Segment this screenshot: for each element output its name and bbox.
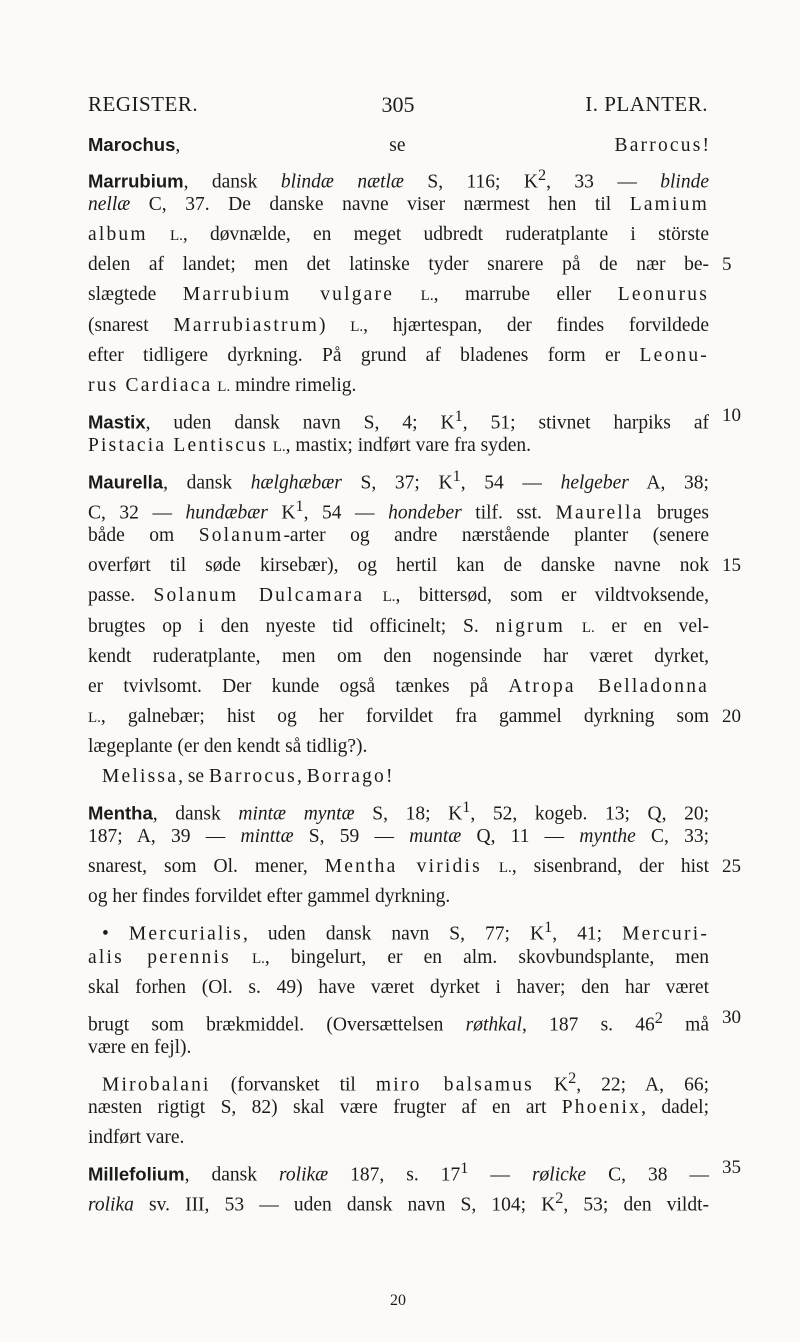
text-line-3 <box>88 190 709 220</box>
latin-name: nigrum <box>495 615 566 637</box>
text-run: sv. III, 53 — uden dansk navn S, 104; K <box>133 1194 556 1216</box>
danish-form: hondeber <box>388 502 462 524</box>
text-run: S, 116; K <box>403 171 538 193</box>
signature-mark: 20 <box>390 1292 406 1309</box>
text-run: passe. <box>88 585 154 607</box>
latin-name: Barrocus <box>208 765 297 787</box>
author-abbrev: L. <box>272 438 286 455</box>
text-run: C, 33; <box>635 826 709 848</box>
author-abbrev: L. <box>350 318 364 335</box>
text-run: , uden dansk navn S, 77; K <box>242 923 545 945</box>
author-abbrev: L. <box>581 619 595 636</box>
latin-name: Mercuri- <box>622 923 710 945</box>
text-run: ! <box>386 765 393 787</box>
superscript: 1 <box>544 918 553 937</box>
text-line-21 <box>88 732 709 762</box>
text-line-31 <box>88 1033 709 1063</box>
bullet-icon: • <box>102 923 109 945</box>
text-run <box>364 585 382 606</box>
latin-name: Borrago <box>306 765 386 787</box>
text-line-15 <box>88 551 741 581</box>
text-line-35 <box>88 1153 741 1186</box>
text-run: , mastix; indført vare fra syden. <box>285 434 531 456</box>
text-run: A, 38; <box>628 472 709 494</box>
text-run: K <box>267 502 296 524</box>
text-run: , 22; A, 66; <box>576 1074 709 1096</box>
latin-name: Maurella <box>555 502 644 524</box>
text-run: brugtes op i den nyeste tid officinelt; S. <box>88 615 496 637</box>
text-run: er en vel- <box>594 615 710 637</box>
line-number: 35 <box>722 1157 741 1179</box>
danish-form: rølicke <box>531 1164 587 1186</box>
text-run: efter tidligere dyrkning. På grund af bladenes form er <box>88 344 640 366</box>
headword-mentha: Mentha <box>88 802 153 824</box>
text-run: , dansk <box>183 171 281 193</box>
latin-name: Phoenix <box>561 1097 642 1118</box>
text-run: snarest, som Ol. mener, <box>88 856 325 878</box>
text-run: er tvivlsomt. Der kunde også tænkes på <box>88 675 509 697</box>
danish-form: rolikæ <box>279 1164 329 1186</box>
text-run <box>394 284 421 305</box>
text-line-5 <box>88 250 732 280</box>
latin-name: miro balsamus <box>375 1074 534 1096</box>
headword-mastix: Mastix <box>88 411 146 433</box>
superscript: 2 <box>568 1068 577 1087</box>
text-line-19 <box>88 672 709 702</box>
latin-name: Atropa Belladonna <box>508 675 709 697</box>
text-run: , marrube eller <box>433 284 618 306</box>
text-line-12 <box>88 461 709 494</box>
superscript: 2 <box>537 166 547 185</box>
latin-name: Leonu- <box>639 344 709 366</box>
text-run: , bittersød, som er vildtvoksende, <box>395 585 709 607</box>
text-run: (forvansket til <box>210 1074 376 1096</box>
text-run: være en fejl). <box>88 1036 192 1058</box>
text-run: næsten rigtigt S, 82) skal være frugter af en art <box>88 1097 562 1118</box>
line-number: 5 <box>722 254 732 276</box>
latin-name: Marrubiastrum <box>173 314 319 336</box>
headword-mirobalani: Mirobalani <box>102 1074 211 1096</box>
text-run: delen af landet; men det latinske tyder snarere på de nær be- <box>88 254 709 276</box>
text-line-14 <box>88 521 709 551</box>
text-run: kendt ruderatplante, men om den nogensinde har været dyrket, <box>88 645 709 667</box>
author-abbrev: L. <box>252 950 265 967</box>
text-run: , se <box>178 765 209 787</box>
text-run: , dansk <box>184 1164 280 1186</box>
text-run: (snarest <box>88 314 174 336</box>
text-run: , <box>296 765 307 787</box>
text-run <box>482 856 499 877</box>
text-run: , galnebær; hist og her forvildet fra gammel dyrkning som <box>100 705 709 727</box>
text-line-20 <box>88 702 741 732</box>
superscript: 2 <box>654 1008 663 1027</box>
text-line-27 <box>88 912 710 945</box>
superscript: 1 <box>454 406 463 425</box>
headword-mercurialis: Mercurialis <box>128 923 243 945</box>
author-abbrev: L. <box>382 589 396 606</box>
danish-form: myntæ <box>303 803 355 825</box>
text-line-1 <box>88 130 709 160</box>
text-line-28 <box>88 943 709 973</box>
danish-form: helgeber <box>560 472 629 494</box>
text-run <box>231 947 252 968</box>
text-run: S, 37; K <box>341 472 453 494</box>
text-line-18 <box>88 642 709 672</box>
text-line-16 <box>88 581 709 611</box>
text-run: , se <box>175 135 615 156</box>
text-run: overført til søde kirsebær), og hertil kan de danske navne nok <box>88 555 709 577</box>
headword-marrubium: Marrubium <box>88 170 184 192</box>
text-run: , sisenbrand, der hist <box>511 856 710 878</box>
text-line-36 <box>88 1183 710 1216</box>
text-line-29 <box>88 973 709 1003</box>
text-run: Q, 11 — <box>461 826 580 848</box>
text-line-7 <box>88 311 709 341</box>
text-run: både om <box>88 525 199 547</box>
text-line-32 <box>88 1063 709 1096</box>
text-run: S, 18; K <box>354 803 463 825</box>
latin-name: Barrocus <box>614 135 703 156</box>
danish-form: mynthe <box>579 826 636 848</box>
latin-name: Lamium <box>629 194 709 216</box>
line-number: 15 <box>722 555 741 577</box>
text-run: , 51; stivnet harpiks af <box>462 412 709 434</box>
text-run: -arter og andre nærstående planter (senere <box>283 525 709 547</box>
text-run: , dadel; <box>641 1097 709 1118</box>
text-line-4 <box>88 220 709 250</box>
headword-marochus: Marochus <box>88 134 176 155</box>
author-abbrev: L. <box>420 288 434 305</box>
text-line-30 <box>88 1003 741 1036</box>
text-run: , bingelurt, er en alm. skovbundsplante, men <box>264 946 710 968</box>
text-run: , dansk <box>152 803 239 825</box>
text-run: brugt som brækmiddel. (Oversættelsen <box>88 1014 466 1036</box>
danish-form: minttæ <box>240 826 294 848</box>
author-abbrev: L. <box>170 228 183 245</box>
text-run: 187, s. 17 <box>328 1164 461 1186</box>
text-run: bruges <box>643 502 709 524</box>
text-run: ) <box>318 314 351 336</box>
danish-form: hundæbær <box>185 502 268 524</box>
line-number: 20 <box>722 705 741 727</box>
superscript: 1 <box>460 1159 469 1178</box>
text-run: — <box>468 1164 532 1186</box>
text-run: , hjærtespan, der findes forvildede <box>363 314 709 336</box>
superscript: 1 <box>452 467 461 486</box>
text-line-26 <box>88 882 709 912</box>
danish-form: rolika <box>88 1194 134 1216</box>
superscript: 2 <box>555 1189 564 1208</box>
text-line-6 <box>88 280 709 310</box>
text-run: , 54 — <box>303 502 389 524</box>
text-run <box>565 616 582 637</box>
text-line-13 <box>88 491 709 524</box>
latin-name: Solanum <box>198 525 284 547</box>
author-abbrev: L. <box>217 378 231 395</box>
text-line-11 <box>88 431 709 461</box>
text-run: indført vare. <box>88 1127 185 1149</box>
latin-name: Mentha viridis <box>324 856 482 878</box>
register-text <box>88 130 741 1216</box>
line-number: 30 <box>722 1006 741 1028</box>
superscript: 1 <box>295 497 304 516</box>
text-run: mindre rimelig. <box>230 374 357 396</box>
danish-form: blindæ nætlæ <box>280 171 404 193</box>
text-run: må <box>662 1014 709 1036</box>
superscript: 1 <box>462 798 471 817</box>
text-line-24 <box>88 822 709 852</box>
text-run: C, 32 — <box>88 502 186 524</box>
text-run: , døvnælde, en meget udbredt ruderatplante i störste <box>182 224 710 246</box>
latin-name: Leonurus <box>617 284 710 306</box>
headword-melissa: Melissa <box>102 765 179 787</box>
text-line-25 <box>88 852 741 882</box>
text-run: , 54 — <box>460 472 561 494</box>
text-run: , 187 s. 46 <box>521 1014 655 1036</box>
text-line-34 <box>88 1123 709 1153</box>
latin-name: rus Cardiaca <box>88 374 213 396</box>
text-run: ! <box>702 135 709 156</box>
text-run: K <box>533 1074 569 1096</box>
page-number: 305 <box>381 92 415 117</box>
text-run <box>148 224 170 245</box>
latin-name: Solanum Dulcamara <box>153 585 365 607</box>
text-run: 187; A, 39 — <box>88 826 241 848</box>
danish-form: mintæ <box>238 803 287 825</box>
text-run: og her findes forvildet efter gammel dyrkning. <box>88 886 451 908</box>
text-run: tilf. sst. <box>461 502 556 524</box>
text-run: , 53; den vildt- <box>563 1194 710 1216</box>
text-run: , 41; <box>552 923 623 945</box>
text-run: C, 37. De danske navne viser nærmest hen til <box>130 194 630 216</box>
latin-name: Marrubium vulgare <box>182 284 395 306</box>
text-line-23 <box>88 792 710 825</box>
text-run: , 33 — <box>546 171 661 193</box>
running-header <box>88 92 708 122</box>
text-line-17 <box>88 612 709 642</box>
line-number: 10 <box>722 404 741 426</box>
latin-name: alis perennis <box>88 946 231 968</box>
danish-form: muntæ <box>409 826 462 848</box>
danish-form: hælghæbær <box>250 472 342 494</box>
text-run: skal forhen (Ol. s. 49) have været dyrket i haver; den har været <box>88 976 709 998</box>
text-line-10 <box>88 401 741 434</box>
latin-name: album <box>88 224 148 246</box>
text-run: lægeplante (er den kendt så tidlig?). <box>88 735 368 757</box>
text-run: C, 38 — <box>586 1164 710 1186</box>
text-line-33 <box>88 1093 709 1123</box>
headword-millefolium: Millefolium <box>88 1163 185 1185</box>
text-run: , uden dansk navn S, 4; K <box>145 412 455 434</box>
text-run: slægtede <box>88 284 183 306</box>
author-abbrev: L. <box>498 860 512 877</box>
danish-form: blinde <box>660 171 710 193</box>
latin-name: Pistacia Lentiscus <box>88 434 268 456</box>
text-line-22 <box>88 762 709 792</box>
line-number: 25 <box>722 856 741 878</box>
danish-form: røthkal <box>465 1014 522 1036</box>
header-section-title: REGISTER. <box>88 92 199 116</box>
text-line-8 <box>88 341 709 371</box>
header-chapter-title: I. PLANTER. <box>585 92 708 116</box>
text-line-9 <box>88 371 709 401</box>
author-abbrev: L. <box>88 709 101 726</box>
text-line-2 <box>88 160 710 193</box>
danish-form: nellæ <box>88 194 131 216</box>
text-run: , 52, kogeb. 13; Q, 20; <box>470 803 710 825</box>
headword-maurella: Maurella <box>88 471 164 493</box>
text-run: S, 59 — <box>293 826 410 848</box>
text-run: , dansk <box>163 472 251 494</box>
